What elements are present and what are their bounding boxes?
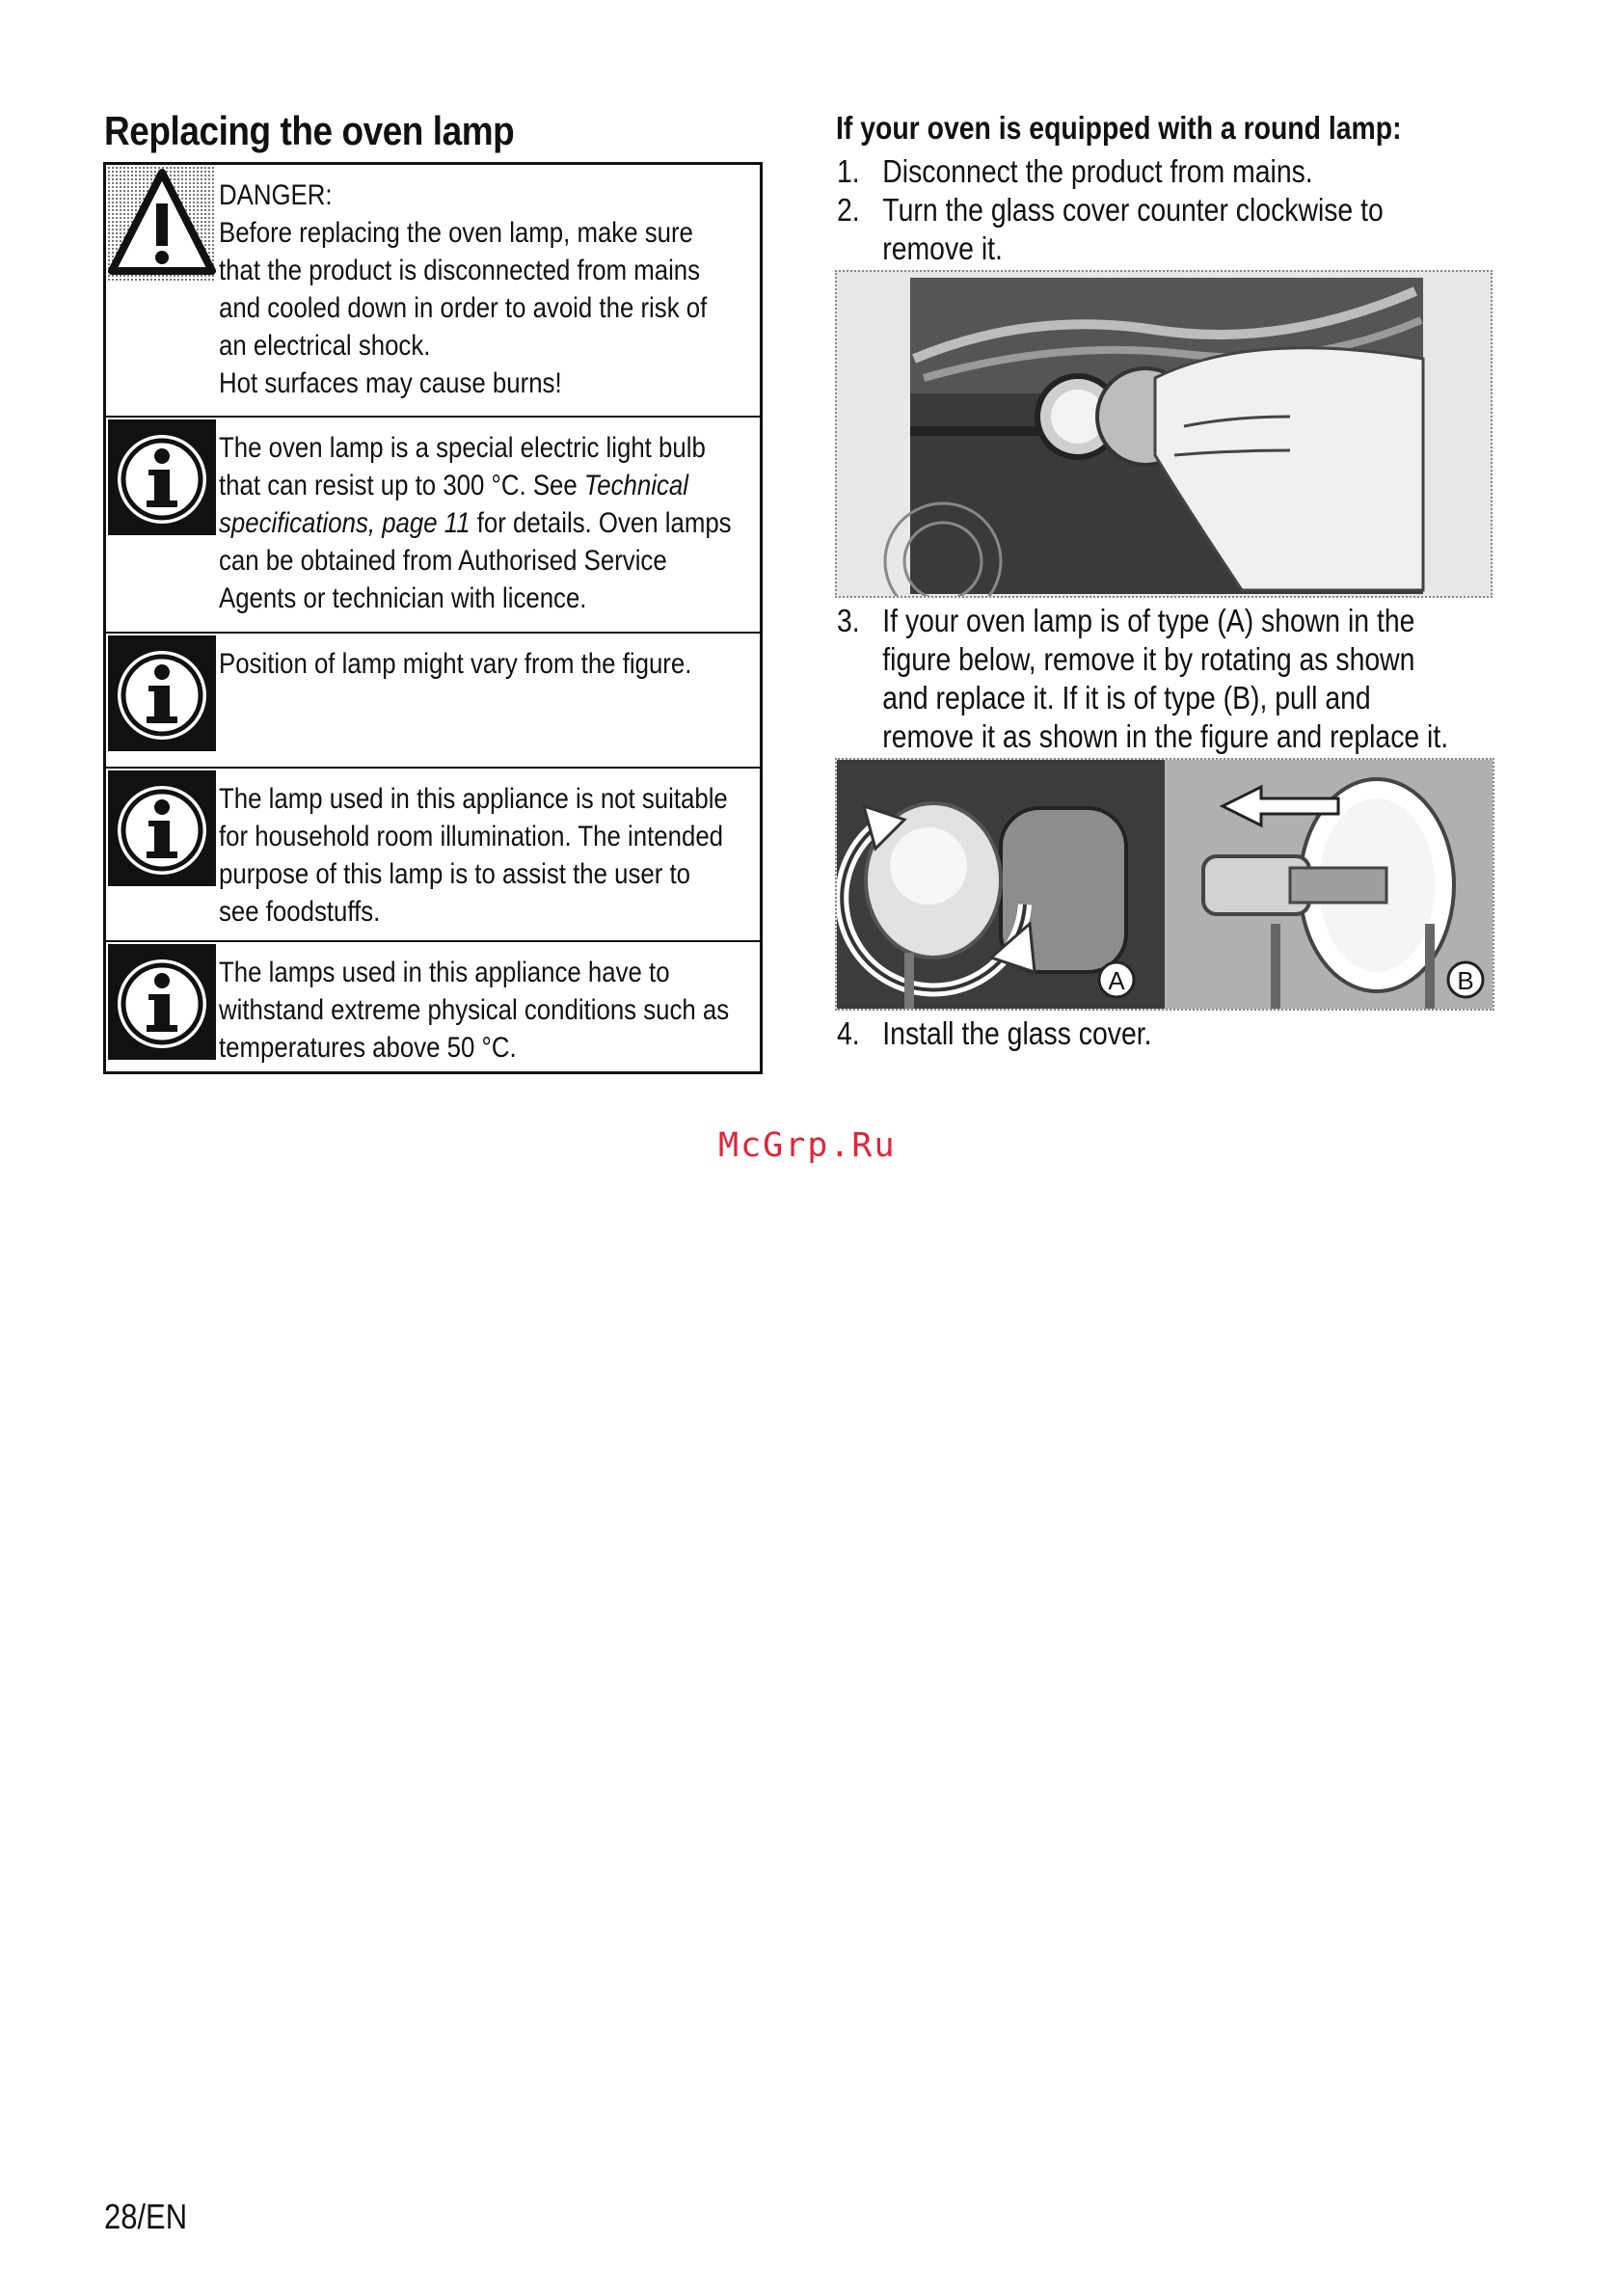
info-line-part: for details. Oven lamps [470, 507, 732, 539]
danger-line: Hot surfaces may cause burns! [219, 367, 562, 399]
page-title: Replacing the oven lamp [104, 108, 515, 153]
info-line: withstand extreme physical conditions such as [219, 994, 730, 1026]
danger-note [106, 165, 760, 418]
info-line: Agents or technician with licence. [219, 582, 587, 614]
info-icon [108, 635, 216, 751]
info-line: see foodstuffs. [219, 896, 381, 928]
danger-line: and cooled down in order to avoid the risk of [219, 292, 708, 324]
danger-line: that the product is disconnected from mains [219, 255, 701, 286]
info-note [106, 418, 760, 634]
info-line: for household room illumination. The intended [219, 821, 724, 852]
step-text: Turn the glass cover counter clockwise to remove it. [882, 192, 1384, 266]
info-note [106, 942, 760, 1071]
info-note [106, 769, 760, 942]
info-italic: specifications, page 11 [219, 507, 471, 539]
step-number: 1. [837, 153, 860, 189]
step-number: 4. [837, 1015, 860, 1051]
info-line: purpose of this lamp is to assist the user to [219, 858, 691, 890]
notes-box [103, 162, 763, 1074]
info-icon [108, 770, 216, 886]
info-line-part: that can resist up to 300 °C. See [219, 470, 584, 501]
step-text: If your oven lamp is of type (A) shown in the figure below, remove it by rotating as shown and replace it. If it is of type (B), pull and remove it as shown in the figure and replace it. [882, 603, 1449, 754]
watermark: McGrp.Ru [718, 1126, 897, 1165]
step-number: 2. [837, 192, 860, 228]
info-line: The oven lamp is a special electric light bulb [219, 432, 706, 464]
step-text: Disconnect the product from mains. [882, 153, 1313, 189]
step-text: Install the glass cover. [882, 1015, 1152, 1051]
info-italic: Technical [583, 470, 688, 501]
info-icon [108, 944, 216, 1060]
figure-remove-glass-cover [835, 270, 1493, 598]
lamp-b-label: B [1457, 966, 1474, 995]
info-note [106, 634, 760, 769]
info-line: can be obtained from Authorised Service [219, 545, 667, 577]
info-line: The lamps used in this appliance have to [219, 957, 670, 988]
step-number: 3. [837, 603, 860, 638]
section-heading: If your oven is equipped with a round lamp: [836, 110, 1402, 146]
lamp-a-label: A [1108, 966, 1125, 995]
info-icon [108, 419, 216, 535]
danger-line: Before replacing the oven lamp, make sure [219, 217, 693, 249]
info-line: Position of lamp might vary from the figure. [219, 648, 692, 680]
danger-line: an electrical shock. [219, 330, 431, 362]
page-number: 28/EN [104, 2197, 188, 2236]
lamp-types-illustration [837, 760, 1494, 1011]
info-line: The lamp used in this appliance is not suitable [219, 783, 728, 815]
figure-lamp-types [835, 758, 1494, 1011]
info-line: temperatures above 50 °C. [219, 1032, 517, 1064]
warning-triangle-icon [108, 167, 216, 283]
oven-interior-illustration [837, 272, 1493, 598]
danger-heading: DANGER: [219, 179, 333, 211]
